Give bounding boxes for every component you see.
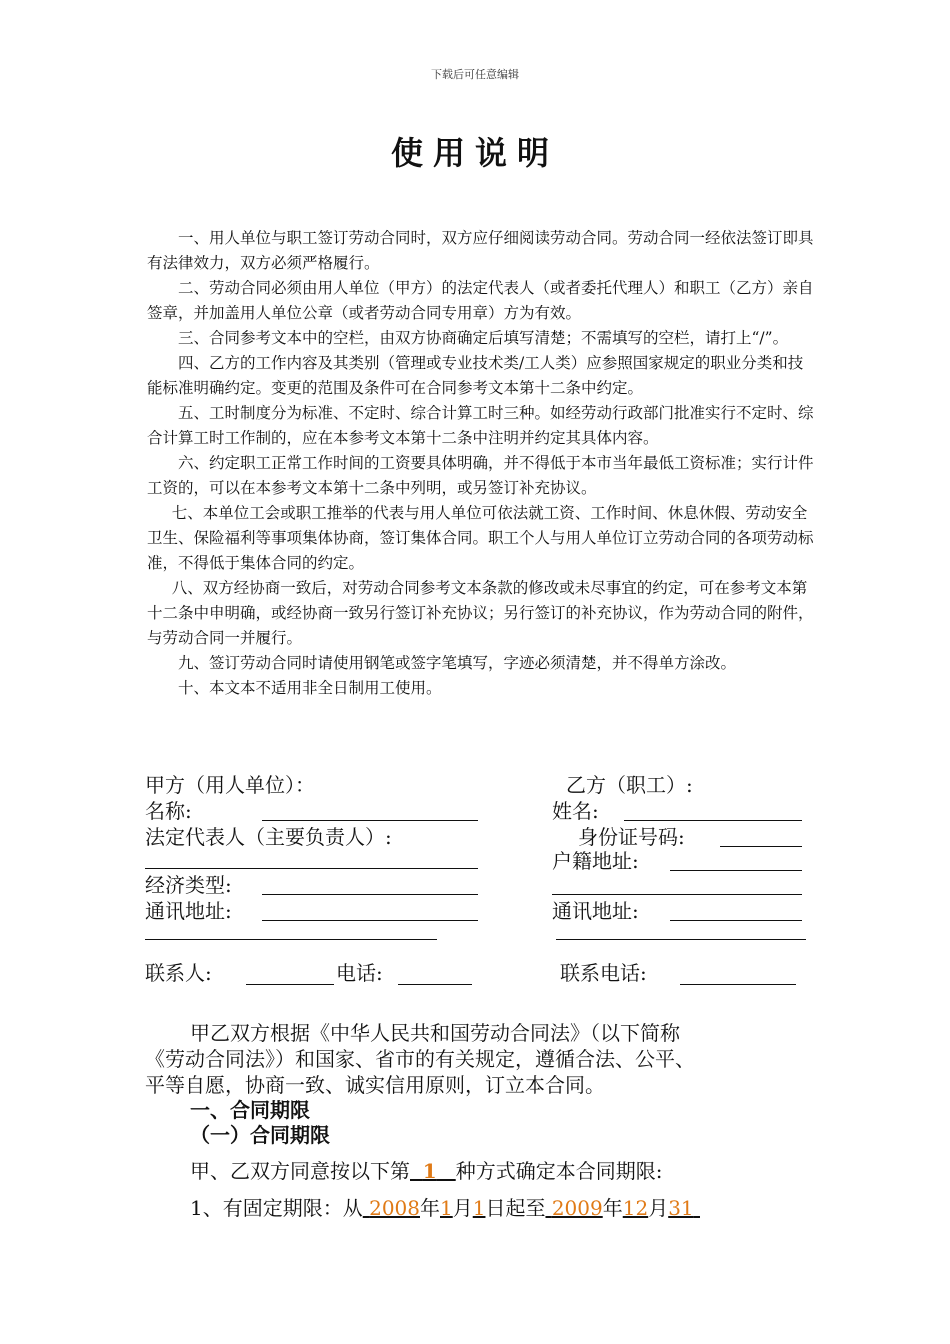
party-b-id-field[interactable] — [720, 846, 802, 847]
party-b-id-label: 身份证号码: — [578, 825, 685, 849]
instructions-block — [147, 226, 817, 701]
end-day-value: 31 — [668, 1196, 694, 1220]
party-b-addr-label: 通讯地址: — [552, 899, 639, 923]
party-a-addr-field-line2[interactable] — [145, 939, 437, 940]
party-b-phone-field[interactable] — [680, 984, 796, 985]
term-choice-value: 1 — [422, 1159, 437, 1183]
fixed-term-line — [190, 1195, 700, 1221]
start-day-value: 1 — [472, 1196, 486, 1220]
start-month-field[interactable] — [440, 1196, 453, 1220]
party-a-heading: 甲方（用人单位）： — [145, 773, 315, 797]
party-a-contact-field[interactable] — [246, 984, 334, 985]
instruction-item: 十、本文本不适用非全日制用工使用。 — [178, 679, 442, 697]
party-b-name-label: 姓名: — [552, 799, 599, 823]
party-a-rep-label: 法定代表人（主要负责人）: — [145, 825, 392, 849]
instruction-item: 二、劳动合同必须由用人单位（甲方）的法定代表人（或者委托代理人）和职工（乙方）亲自签章，并加盖用人单位公章（或者劳动合同专用章）方为有效。 — [147, 279, 814, 322]
month-char: 月 — [452, 1196, 473, 1220]
term-sentence — [190, 1158, 662, 1184]
party-a-name-label: 名称: — [145, 799, 192, 823]
end-year-value: 2009 — [551, 1196, 603, 1220]
end-month-field[interactable] — [623, 1196, 648, 1220]
party-a-addr-label: 通讯地址: — [145, 899, 232, 923]
party-b-addr-field-line2[interactable] — [556, 939, 806, 940]
party-b-heading: 乙方（职工）: — [566, 773, 693, 797]
page-title: 使用说明 — [390, 134, 559, 172]
party-a-econ-field[interactable] — [262, 894, 478, 895]
party-b-hukou-label: 户籍地址: — [552, 849, 639, 873]
instruction-item: 六、约定职工正常工作时间的工资要具体明确，并不得低于本市当年最低工资标准；实行计件工资的，可以在本参考文本第十二条中列明，或另签订补充协议。 — [147, 454, 814, 497]
end-day-field[interactable] — [668, 1196, 700, 1220]
party-a-phone-label: 电话: — [336, 961, 383, 985]
term-suffix: 种方式确定本合同期限: — [455, 1159, 663, 1183]
section-1-subtitle: （一）合同期限 — [190, 1123, 330, 1147]
party-b-hukou-field[interactable] — [670, 870, 802, 871]
start-year-value: 2008 — [369, 1196, 420, 1220]
preamble-line: 《劳动合同法》）和国家、省市的有关规定，遵循合法、公平、 — [145, 1047, 695, 1071]
month-char: 月 — [648, 1196, 669, 1220]
preamble-line: 平等自愿，协商一致、诚实信用原则，订立本合同。 — [145, 1073, 605, 1097]
preamble-line: 甲乙双方根据《中华人民共和国劳动合同法》（以下简称 — [190, 1021, 680, 1045]
instruction-item: 一、用人单位与职工签订劳动合同时，双方应仔细阅读劳动合同。劳动合同一经依法签订即具有法律效力，双方必须严格履行。 — [147, 229, 814, 272]
section-1-title: 一、合同期限 — [190, 1098, 310, 1122]
instruction-item: 七、本单位工会或职工推举的代表与用人单位可依法就工资、工作时间、休息休假、劳动安全卫生、保险福利等事项集体协商，签订集体合同。职工个人与用人单位订立劳动合同的各项劳动标准，不得低于集体合同的约定。 — [147, 504, 814, 572]
party-a-econ-label: 经济类型: — [145, 873, 232, 897]
fixed-term-prefix: 1、有固定期限：从 — [190, 1196, 363, 1220]
end-month-value: 12 — [622, 1196, 649, 1220]
party-a-name-field[interactable] — [262, 820, 478, 821]
party-a-rep-field[interactable] — [145, 868, 478, 869]
instruction-item: 五、工时制度分为标准、不定时、综合计算工时三种。如经劳动行政部门批准实行不定时、综合计算工时工作制的，应在本参考文本第十二条中注明并约定其具体内容。 — [147, 404, 814, 447]
instruction-item: 八、双方经协商一致后，对劳动合同参考文本条款的修改或未尽事宜的约定，可在参考文本第十二条中申明确，或经协商一致另行签订补充协议；另行签订的补充协议，作为劳动合同的附件，与劳动合同一并履行。 — [147, 579, 814, 647]
term-prefix: 甲、乙双方同意按以下第 — [190, 1159, 410, 1183]
instruction-item: 三、合同参考文本中的空栏，由双方协商确定后填写清楚；不需填写的空栏，请打上“/”。 — [178, 329, 789, 347]
term-choice-field[interactable] — [410, 1159, 456, 1183]
end-year-field[interactable] — [545, 1196, 602, 1220]
party-a-addr-field[interactable] — [262, 920, 478, 921]
party-b-phone-label: 联系电话: — [560, 961, 647, 985]
start-year-field[interactable] — [363, 1196, 420, 1220]
party-b-addr-field[interactable] — [670, 920, 802, 921]
party-a-contact-label: 联系人: — [145, 961, 212, 985]
start-day-field[interactable] — [473, 1196, 486, 1220]
party-b-hukou-field-line2[interactable] — [552, 894, 802, 895]
instruction-item: 九、签订劳动合同时请使用钢笔或签字笔填写，字迹必须清楚，并不得单方涂改。 — [178, 654, 737, 672]
party-a-phone-field[interactable] — [398, 984, 472, 985]
day-mid-text: 日起至 — [485, 1196, 546, 1220]
header-note: 下载后可任意编辑 — [431, 68, 519, 81]
party-b-name-field[interactable] — [624, 820, 802, 821]
year-char: 年 — [602, 1196, 623, 1220]
year-char: 年 — [420, 1196, 440, 1220]
start-month-value: 1 — [440, 1196, 453, 1220]
instruction-item: 四、乙方的工作内容及其类别（管理或专业技术类/工人类）应参照国家规定的职业分类和技能标准明确约定。变更的范围及条件可在合同参考文本第十二条中约定。 — [147, 354, 804, 397]
